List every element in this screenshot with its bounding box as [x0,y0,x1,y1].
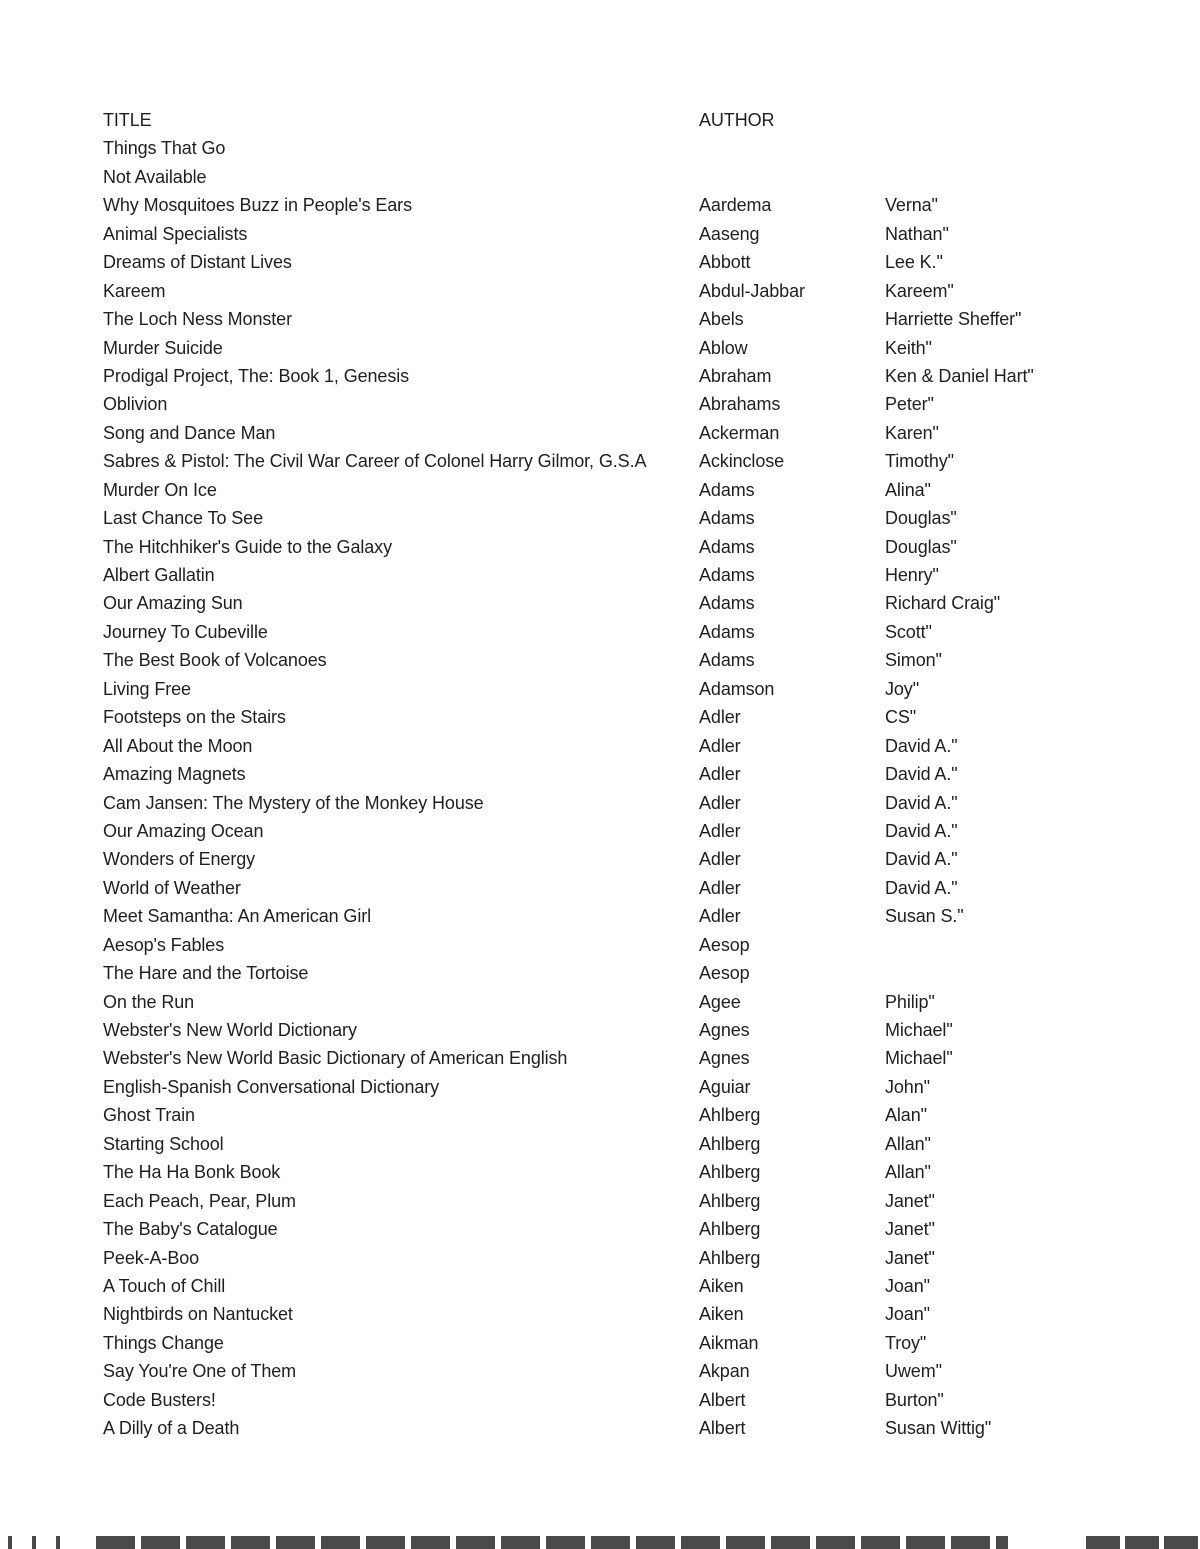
table-row [103,1244,1200,1272]
author-last-name-cell: Aesop [699,934,750,955]
author-last-name-cell: Adler [699,735,741,756]
author-last-name-cell [699,163,885,191]
author-last-name-cell: Adler [699,906,741,927]
author-last-name-cell: Abels [699,309,744,330]
author-last-name-cell: Ablow [699,337,748,358]
title-cell: The Hare and the Tortoise [103,963,309,984]
table-row [103,988,1200,1016]
table-row [103,959,1200,987]
author-first-name-cell: Joan" [885,1304,930,1325]
author-first-name-cell: Allan" [885,1133,931,1154]
table-row [103,248,1200,276]
author-last-name-cell: Ahlberg [699,1133,761,1154]
author-last-name-cell: Aaseng [699,223,760,244]
title-cell: Oblivion [103,394,168,415]
title-cell: Living Free [103,678,191,699]
author-first-name-cell: Keith" [885,337,932,358]
cropped-next-page-text-bar [96,1536,1008,1549]
author-first-name-cell: Susan Wittig" [885,1418,992,1439]
title-cell: Animal Specialists [103,223,248,244]
author-first-name-cell [885,959,1200,987]
table-row [103,789,1200,817]
title-cell: Song and Dance Man [103,422,276,443]
author-last-name-cell: Adler [699,877,741,898]
author-last-name-cell: Agnes [699,1048,750,1069]
author-first-name-cell: Joy" [885,678,920,699]
author-last-name-cell [699,134,885,162]
author-first-name-cell: Ken & Daniel Hart" [885,365,1034,386]
table-row [103,732,1200,760]
table-row [103,1130,1200,1158]
author-first-name-cell: Douglas" [885,508,957,529]
title-cell: Kareem [103,280,166,301]
title-cell: The Baby's Catalogue [103,1219,278,1240]
author-last-name-cell: Abrahams [699,394,781,415]
author-first-name-cell: Troy" [885,1332,927,1353]
title-cell: Wonders of Energy [103,849,256,870]
table-row [103,447,1200,475]
author-first-name-cell: Peter" [885,394,934,415]
table-row [103,191,1200,219]
title-cell: A Touch of Chill [103,1275,226,1296]
author-first-name-cell: Richard Craig" [885,593,1001,614]
author-first-name-cell: Scott" [885,621,932,642]
author-first-name-cell: Janet" [885,1219,935,1240]
table-row [103,902,1200,930]
author-last-name-cell: Ackerman [699,422,780,443]
title-cell: All About the Moon [103,735,253,756]
table-row [103,1329,1200,1357]
author-first-name-cell: John" [885,1076,930,1097]
table-row [103,1187,1200,1215]
author-last-name-cell: Ahlberg [699,1190,761,1211]
author-first-name-cell: Harriette Sheffer" [885,309,1022,330]
author-last-name-cell: Aardema [699,195,772,216]
author-last-name-cell: Ackinclose [699,451,785,472]
cropped-next-page-text-bar-right [1086,1536,1200,1549]
title-cell: Peek-A-Boo [103,1247,200,1268]
title-cell: The Loch Ness Monster [103,309,292,330]
table-row [103,163,1200,191]
table-row [103,305,1200,333]
author-first-name-cell: CS" [885,707,917,728]
author-first-name-cell: Alina" [885,479,931,500]
author-last-name-cell: Adams [699,536,755,557]
table-row [103,533,1200,561]
title-cell: Aesop's Fables [103,934,225,955]
author-first-name-cell: David A." [885,849,958,870]
table-row [103,476,1200,504]
cropped-text-tick [8,1536,12,1549]
author-first-name-cell: Lee K." [885,252,943,273]
title-cell: Things That Go [103,138,226,159]
author-last-name-cell: Adler [699,792,741,813]
cropped-text-tick [32,1536,36,1549]
title-cell: Sabres & Pistol: The Civil War Career of Colonel Harry Gilmor, G.S.A [103,451,647,472]
table-row [103,1357,1200,1385]
table-row [103,277,1200,305]
author-last-name-cell: Ahlberg [699,1247,761,1268]
author-last-name-cell: Adamson [699,678,775,699]
author-first-name-cell [885,134,1200,162]
author-first-name-cell: Michael" [885,1048,953,1069]
author-first-name-cell: Alan" [885,1105,927,1126]
table-row [103,1215,1200,1243]
author-first-name-cell: David A." [885,820,958,841]
author-last-name-cell: Adler [699,707,741,728]
title-cell: Murder On Ice [103,479,217,500]
header-row [103,106,1200,134]
author-first-name-cell: Simon" [885,650,942,671]
author-first-name-cell: Janet" [885,1247,935,1268]
table-row [103,618,1200,646]
title-cell: Why Mosquitoes Buzz in People's Ears [103,195,412,216]
author-last-name-cell: Adams [699,593,755,614]
table-row [103,134,1200,162]
author-last-name-cell: Aesop [699,963,750,984]
title-cell: Each Peach, Pear, Plum [103,1190,296,1211]
author-last-name-cell: Ahlberg [699,1162,761,1183]
author-first-name-cell: David A." [885,877,958,898]
table-row [103,703,1200,731]
table-row [103,1272,1200,1300]
author-last-name-cell: Aiken [699,1275,744,1296]
title-cell: Say You're One of Them [103,1361,297,1382]
table-row [103,419,1200,447]
author-last-name-cell: Agnes [699,1020,750,1040]
title-cell: Albert Gallatin [103,565,215,585]
table-row [103,220,1200,248]
title-cell: Our Amazing Sun [103,593,243,614]
table-row [103,334,1200,362]
title-cell: The Hitchhiker's Guide to the Galaxy [103,536,392,557]
author-first-name-cell: Allan" [885,1162,931,1183]
author-last-name-cell: Albert [699,1389,746,1410]
table-row [103,362,1200,390]
title-cell: World of Weather [103,877,241,898]
title-cell: Nightbirds on Nantucket [103,1304,293,1325]
book-list [103,106,1200,1443]
table-row [103,1300,1200,1328]
author-first-name-cell: Susan S." [885,906,964,927]
author-last-name-cell: Akpan [699,1361,750,1382]
author-last-name-cell: Aiken [699,1304,744,1325]
title-cell: Ghost Train [103,1105,195,1126]
author-last-name-cell: Abbott [699,252,751,273]
table-row [103,817,1200,845]
author-last-name-cell: Ahlberg [699,1105,761,1126]
author-last-name-cell: Adams [699,650,755,671]
author-first-name-cell: Timothy" [885,451,954,472]
author-first-name-cell: Verna" [885,195,938,216]
author-first-name-cell: Philip" [885,991,935,1012]
title-cell: Prodigal Project, The: Book 1, Genesis [103,365,410,386]
title-cell: Journey To Cubeville [103,621,268,642]
title-cell: Not Available [103,166,207,187]
table-row [103,931,1200,959]
title-cell: A Dilly of a Death [103,1418,240,1439]
author-last-name-cell: Aguiar [699,1076,751,1097]
author-last-name-cell: Adler [699,764,741,785]
title-cell: Amazing Magnets [103,764,246,785]
table-row [103,1158,1200,1186]
author-first-name-cell: Burton" [885,1389,944,1410]
table-row [103,1073,1200,1101]
author-first-name-cell: David A." [885,735,958,756]
author-first-name-cell: Michael" [885,1020,953,1040]
author-last-name-cell: Abdul-Jabbar [699,280,805,301]
table-row [103,874,1200,902]
author-last-name-cell: Adler [699,820,741,841]
author-first-name-header [885,106,1200,134]
table-row [103,390,1200,418]
title-cell: Things Change [103,1332,224,1353]
author-first-name-cell [885,931,1200,959]
title-cell: Dreams of Distant Lives [103,252,292,273]
table-row [103,760,1200,788]
author-first-name-cell: Douglas" [885,536,957,557]
table-row [103,1016,1200,1044]
title-cell: Webster's New World Dictionary [103,1020,357,1040]
author-first-name-cell: Kareem" [885,280,954,301]
title-cell: On the Run [103,991,195,1012]
title-column-header: TITLE [103,110,152,130]
author-first-name-cell: Uwem" [885,1361,942,1382]
title-cell: Last Chance To See [103,508,263,529]
author-last-name-cell: Adams [699,565,755,585]
title-cell: Footsteps on the Stairs [103,707,286,728]
table-row [103,589,1200,617]
title-cell: Meet Samantha: An American Girl [103,906,372,927]
author-first-name-cell: Joan" [885,1275,930,1296]
author-first-name-cell: Nathan" [885,223,949,244]
title-cell: Cam Jansen: The Mystery of the Monkey House [103,792,484,813]
author-column-header: AUTHOR [699,110,775,130]
title-cell: Code Busters! [103,1389,216,1410]
author-last-name-cell: Aikman [699,1332,759,1353]
title-cell: Starting School [103,1133,224,1154]
author-last-name-cell: Agee [699,991,741,1012]
title-cell: The Ha Ha Bonk Book [103,1162,281,1183]
table-row [103,845,1200,873]
author-last-name-cell: Adams [699,621,755,642]
table-row [103,675,1200,703]
table-row [103,1386,1200,1414]
table-row [103,504,1200,532]
author-last-name-cell: Abraham [699,365,772,386]
author-first-name-cell [885,163,1200,191]
author-last-name-cell: Adler [699,849,741,870]
title-cell: Our Amazing Ocean [103,820,264,841]
title-cell: English-Spanish Conversational Dictionary [103,1076,440,1097]
author-first-name-cell: David A." [885,792,958,813]
author-last-name-cell: Adams [699,508,755,529]
table-row [103,1044,1200,1072]
cropped-text-tick [56,1536,60,1549]
author-first-name-cell: Janet" [885,1190,935,1211]
author-first-name-cell: David A." [885,764,958,785]
author-last-name-cell: Adams [699,479,755,500]
author-first-name-cell: Karen" [885,422,939,443]
table-row [103,1414,1200,1442]
table-row [103,1101,1200,1129]
table-row [103,646,1200,674]
table-row [103,561,1200,589]
title-cell: Murder Suicide [103,337,223,358]
author-last-name-cell: Ahlberg [699,1219,761,1240]
title-cell: Webster's New World Basic Dictionary of American English [103,1048,568,1069]
title-cell: The Best Book of Volcanoes [103,650,327,671]
author-first-name-cell: Henry" [885,565,939,585]
author-last-name-cell: Albert [699,1418,746,1439]
